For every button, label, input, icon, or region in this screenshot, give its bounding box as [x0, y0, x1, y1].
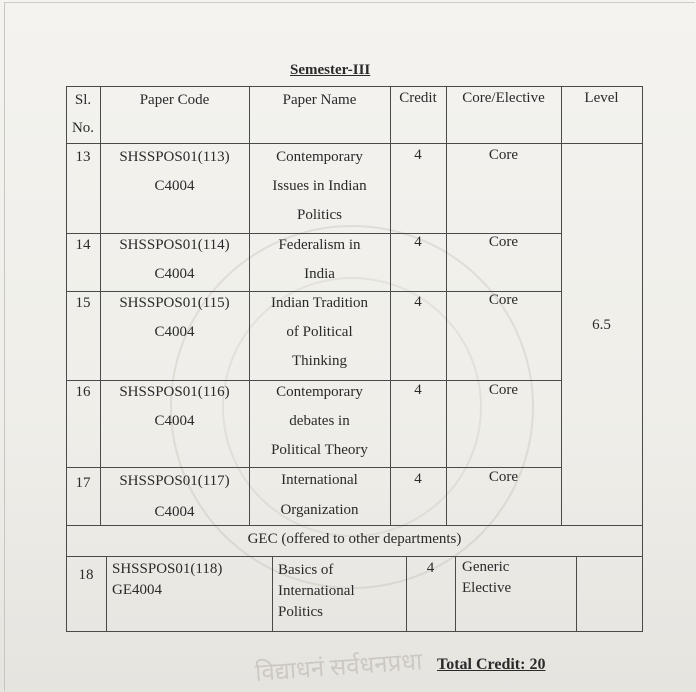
row-14-credit: 4 [414, 234, 422, 250]
row-16-type: Core [488, 382, 519, 398]
row-14-name-2: India [304, 266, 335, 282]
row-13-name-2: Issues in Indian [272, 178, 367, 194]
row-16-code-suffix: C4004 [154, 413, 195, 429]
row-15-sl: 15 [75, 295, 91, 311]
gec-col-divider-1 [106, 556, 107, 632]
row-18-type-1: Generic [462, 559, 510, 575]
table-bottom-border [66, 631, 643, 632]
header-level: Level [584, 90, 619, 106]
header-credit: Credit [399, 90, 437, 106]
row-14-type: Core [488, 234, 519, 250]
row-17-code: SHSSPOS01(117) [119, 473, 230, 489]
gec-col-divider-4 [455, 556, 456, 632]
row-17-credit: 4 [414, 471, 422, 487]
row-15-name-2: of Political [286, 324, 353, 340]
header-paper-code: Paper Code [139, 92, 210, 108]
row-15-credit: 4 [414, 294, 422, 310]
row-17-type: Core [488, 469, 519, 485]
row-13-type: Core [488, 147, 519, 163]
row-13-code-suffix: C4004 [154, 178, 195, 194]
col-divider-5 [561, 86, 562, 526]
row-15-code: SHSSPOS01(115) [119, 295, 230, 311]
level-value: 6.5 [592, 317, 611, 333]
header-sl: Sl. [74, 92, 92, 108]
row-15-type: Core [488, 292, 519, 308]
row-13-code: SHSSPOS01(113) [119, 149, 230, 165]
row-16-name-1: Contemporary [276, 384, 363, 400]
row-16-credit: 4 [414, 382, 422, 398]
row-14-name-1: Federalism in [278, 237, 361, 253]
header-paper-name: Paper Name [282, 92, 357, 108]
gec-section-header: GEC (offered to other departments) [247, 531, 462, 547]
row-13-name-3: Politics [296, 207, 342, 223]
row-16-name-2: debates in [289, 413, 350, 429]
row-18-credit: 4 [426, 560, 435, 576]
seal-motto-watermark: विद्याधनं सर्वधनप्रधा [254, 649, 424, 687]
row-18-sl: 18 [78, 567, 94, 583]
row-18-name-3: Politics [278, 604, 324, 620]
row-15-name-1: Indian Tradition [270, 295, 369, 311]
row-17-sl: 17 [75, 475, 91, 491]
row-16-code: SHSSPOS01(116) [119, 384, 230, 400]
row-18-name-1: Basics of [278, 562, 334, 578]
gec-col-divider-2 [272, 556, 273, 632]
row-18-code-suffix: GE4004 [112, 582, 162, 598]
row-16-sl: 16 [75, 384, 91, 400]
row-17-name-2: Organization [280, 502, 359, 518]
row-17-name-1: International [281, 472, 358, 488]
gec-col-divider-5 [576, 556, 577, 632]
row-14-code-suffix: C4004 [154, 266, 195, 282]
semester-title: Semester-III [290, 62, 371, 78]
row-14-code: SHSSPOS01(114) [119, 237, 230, 253]
row-14-sl: 14 [75, 237, 91, 253]
header-core-elective: Core/Elective [462, 90, 545, 106]
row-18-type-2: Elective [462, 580, 512, 596]
row-17-code-suffix: C4004 [154, 504, 195, 520]
row-15-code-suffix: C4004 [154, 324, 195, 340]
header-sl-no: No. [71, 120, 95, 136]
row-16-name-3: Political Theory [271, 442, 368, 458]
total-credit: Total Credit: 20 [437, 656, 546, 673]
row-15-name-3: Thinking [292, 353, 347, 369]
row-13-credit: 4 [414, 147, 422, 163]
row-13-name-1: Contemporary [276, 149, 363, 165]
row-18-code: SHSSPOS01(118) [112, 561, 223, 577]
row-18-name-2: International [278, 583, 355, 599]
row-13-sl: 13 [75, 149, 91, 165]
